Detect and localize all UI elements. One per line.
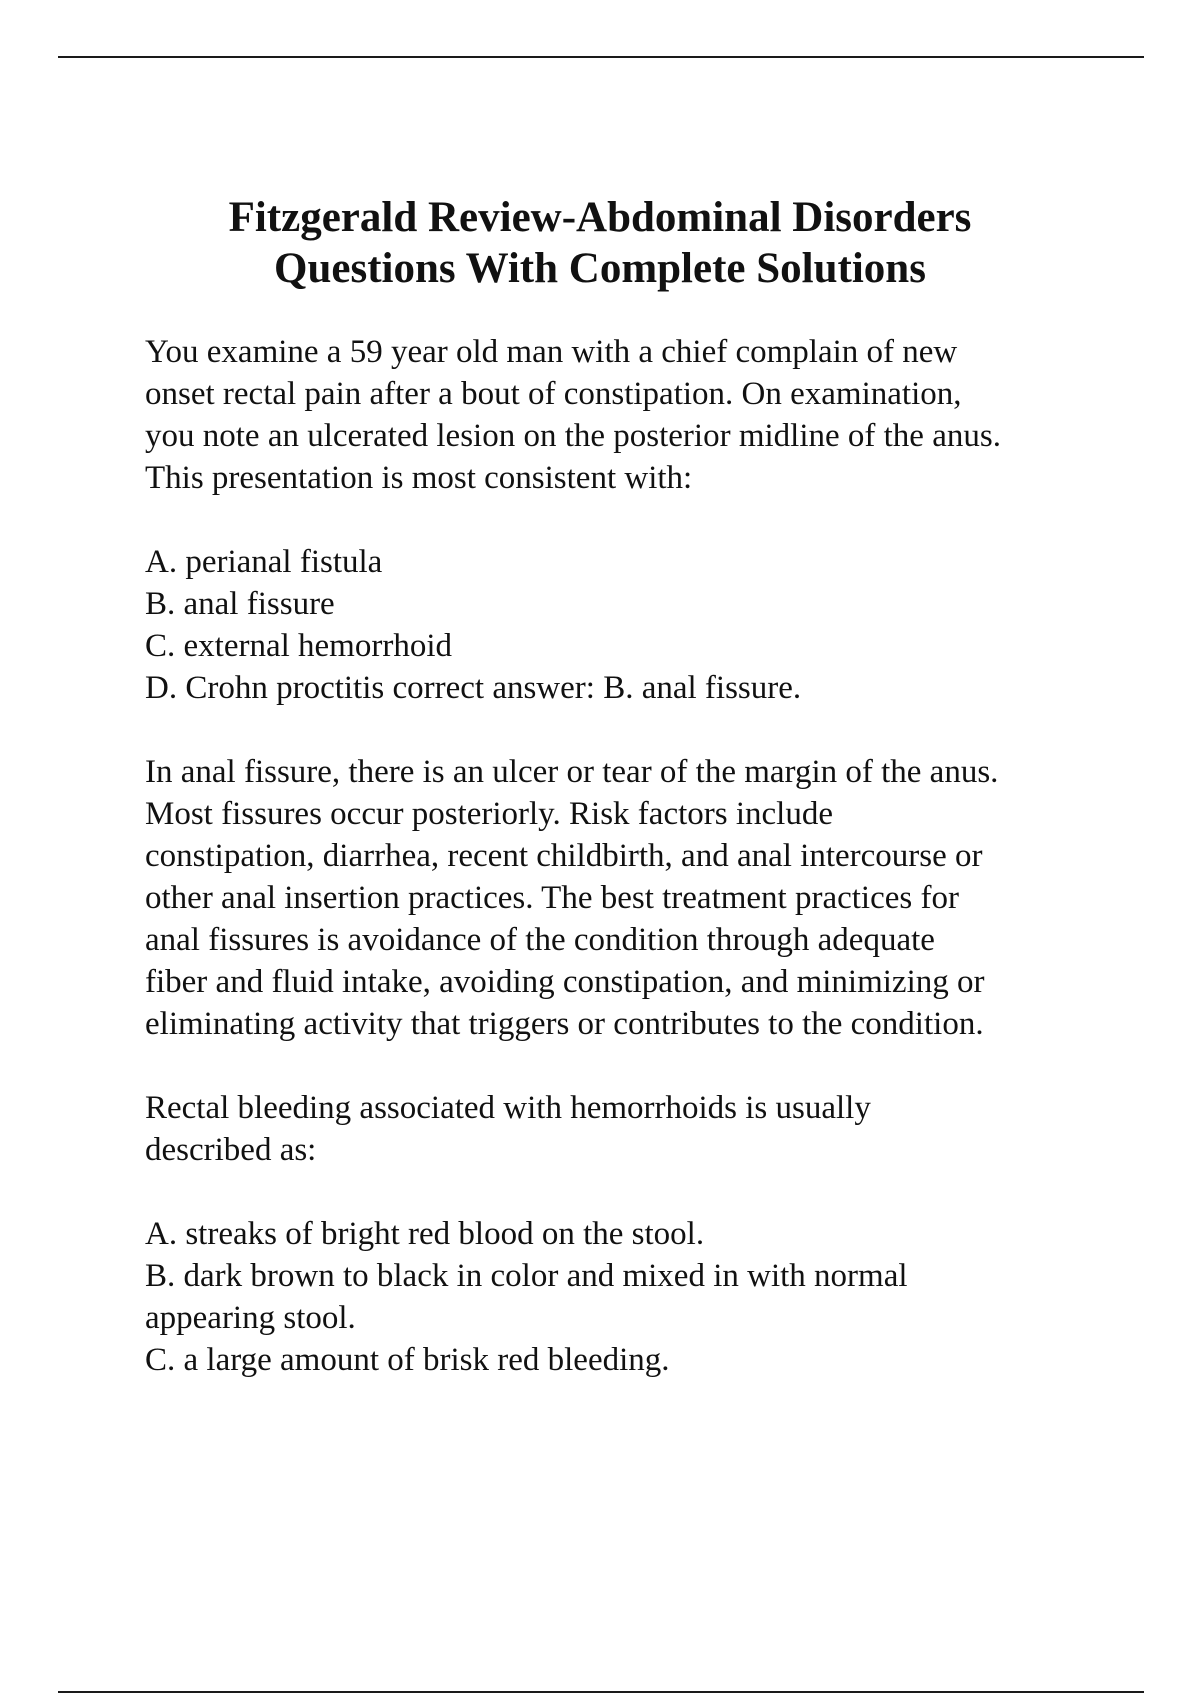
answer-option: D. Crohn proctitis correct answer: B. anal fissure. xyxy=(145,670,802,706)
answer-option: C. a large amount of brisk red bleeding. xyxy=(145,1342,670,1378)
question-1-options xyxy=(145,541,1105,709)
answer-option: A. streaks of bright red blood on the stool. xyxy=(145,1216,705,1252)
title-line: Questions With Complete Solutions xyxy=(274,245,926,292)
answer-option-continuation: appearing stool. xyxy=(145,1300,356,1336)
text-line: You examine a 59 year old man with a chief complain of new xyxy=(145,334,958,370)
text-line: Most fissures occur posteriorly. Risk factors include xyxy=(145,796,833,832)
document-title xyxy=(0,192,1200,294)
answer-option: B. dark brown to black in color and mixed in with normal xyxy=(145,1258,908,1294)
answer-option: C. external hemorrhoid xyxy=(145,628,452,664)
text-line: In anal fissure, there is an ulcer or tear of the margin of the anus. xyxy=(145,754,999,790)
question-1-explanation xyxy=(145,751,1105,1045)
text-line: you note an ulcerated lesion on the posterior midline of the anus. xyxy=(145,418,1001,454)
text-line: Rectal bleeding associated with hemorrhoids is usually xyxy=(145,1090,871,1126)
text-line: eliminating activity that triggers or contributes to the condition. xyxy=(145,1006,984,1042)
text-line: onset rectal pain after a bout of constipation. On examination, xyxy=(145,376,962,412)
text-line: other anal insertion practices. The best treatment practices for xyxy=(145,880,959,916)
text-line: anal fissures is avoidance of the condition through adequate xyxy=(145,922,935,958)
question-2-stem xyxy=(145,1087,1105,1171)
question-2-options xyxy=(145,1213,1105,1381)
text-line: This presentation is most consistent with: xyxy=(145,460,693,496)
answer-option: A. perianal fistula xyxy=(145,544,383,580)
title-line: Fitzgerald Review-Abdominal Disorders xyxy=(228,194,972,241)
text-line: described as: xyxy=(145,1132,317,1168)
text-line: fiber and fluid intake, avoiding constipation, and minimizing or xyxy=(145,964,985,1000)
answer-option: B. anal fissure xyxy=(145,586,335,622)
top-rule xyxy=(58,56,1144,58)
question-1-stem xyxy=(145,331,1105,499)
bottom-rule xyxy=(58,1691,1144,1693)
document-body xyxy=(145,331,1105,1423)
text-line: constipation, diarrhea, recent childbirth, and anal intercourse or xyxy=(145,838,983,874)
